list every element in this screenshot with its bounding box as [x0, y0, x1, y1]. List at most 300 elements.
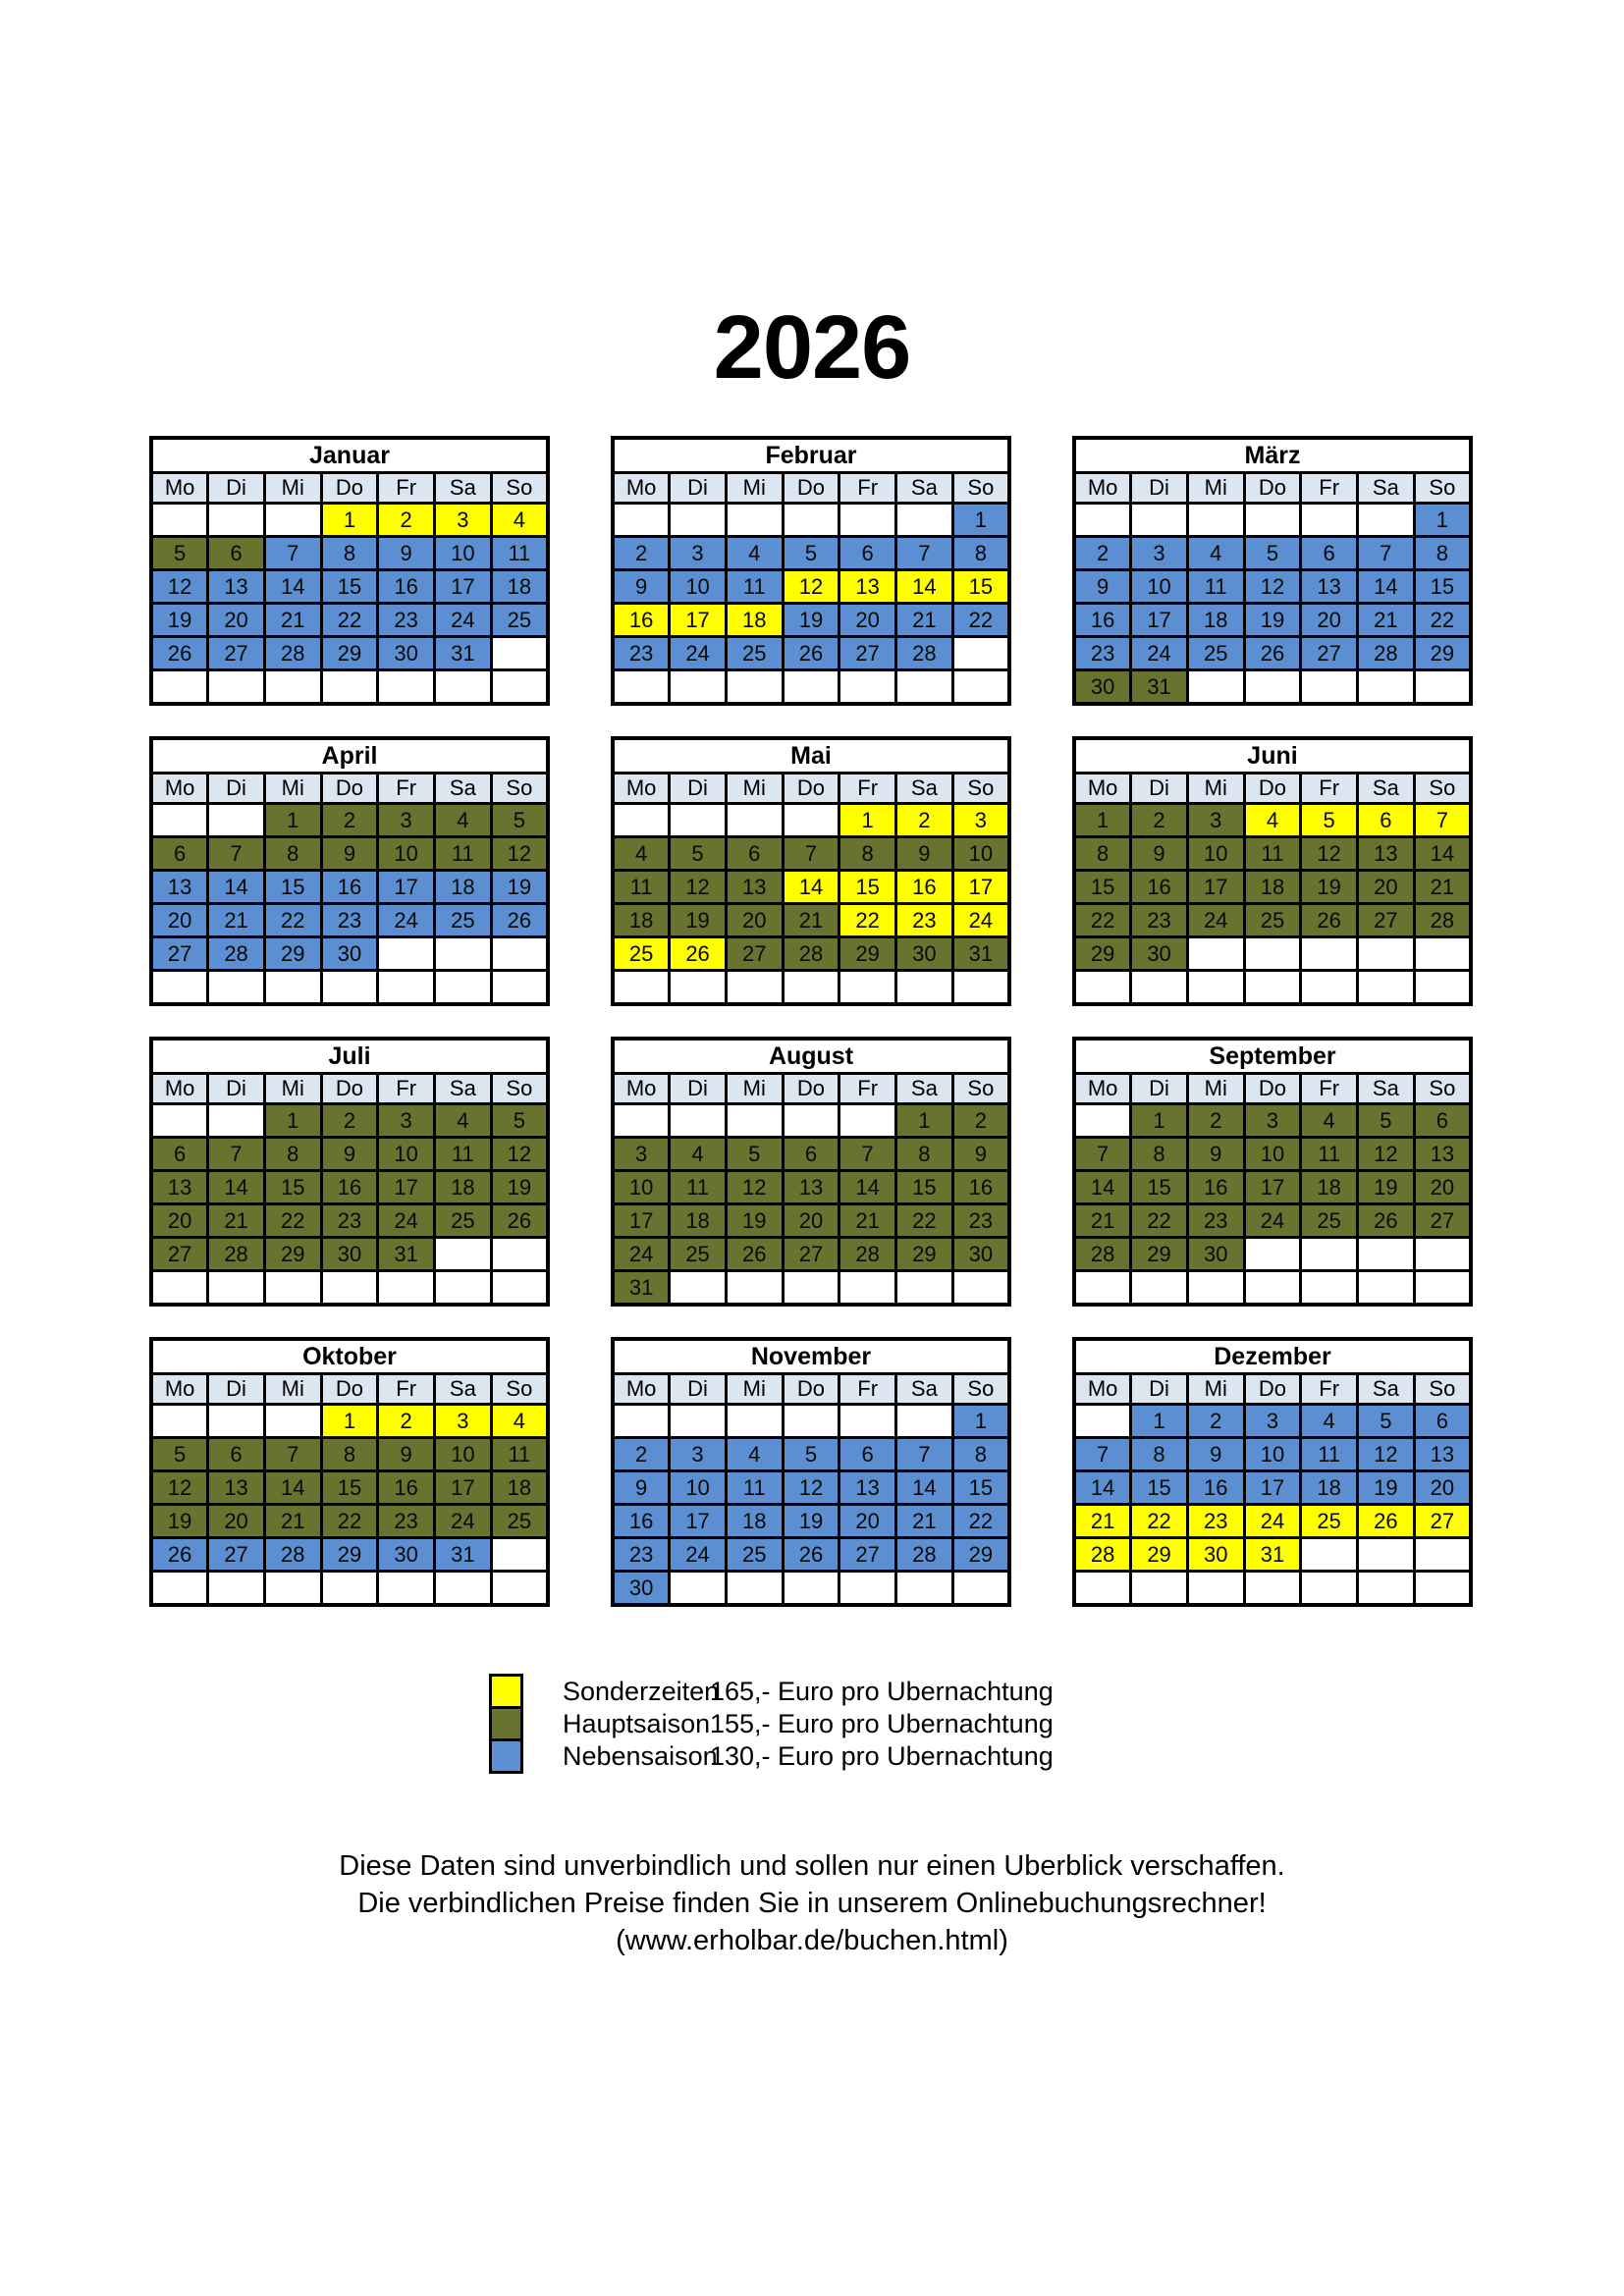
day-cell: 20 — [1358, 871, 1415, 904]
weekday-header: Do — [783, 774, 839, 804]
day-cell: 24 — [1187, 904, 1244, 937]
month-table-marz — [1072, 436, 1473, 706]
day-cell: 10 — [1187, 837, 1244, 871]
day-cell: 20 — [1301, 604, 1358, 637]
empty-cell — [435, 1572, 492, 1606]
day-cell: 28 — [896, 1538, 953, 1572]
empty-cell — [1414, 1538, 1471, 1572]
weekday-header: Fr — [378, 774, 435, 804]
empty-cell — [726, 971, 783, 1005]
day-cell: 16 — [896, 871, 953, 904]
empty-cell — [435, 1271, 492, 1306]
day-cell: 2 — [1074, 537, 1131, 570]
day-cell: 26 — [726, 1238, 783, 1271]
month-table-september — [1072, 1037, 1473, 1307]
empty-cell — [208, 504, 265, 537]
empty-cell — [1187, 1271, 1244, 1306]
day-cell: 26 — [1301, 904, 1358, 937]
day-cell: 16 — [321, 1171, 378, 1204]
day-cell: 22 — [1414, 604, 1471, 637]
legend-row-sonder — [489, 1674, 1054, 1709]
footer — [0, 1847, 1624, 1959]
day-cell: 31 — [952, 937, 1009, 971]
empty-cell — [783, 971, 839, 1005]
weekday-header: Do — [321, 1374, 378, 1405]
legend-swatch-sonder — [489, 1674, 523, 1709]
day-cell: 2 — [613, 1438, 670, 1471]
day-cell: 21 — [1358, 604, 1415, 637]
empty-cell — [208, 971, 265, 1005]
weekday-header: Fr — [378, 473, 435, 504]
day-cell: 7 — [1358, 537, 1415, 570]
empty-cell — [151, 804, 208, 837]
day-cell: 20 — [208, 604, 265, 637]
day-cell: 6 — [1414, 1405, 1471, 1438]
weekday-header: Sa — [1358, 774, 1415, 804]
empty-cell — [151, 1104, 208, 1138]
day-cell: 27 — [726, 937, 783, 971]
day-cell: 18 — [726, 604, 783, 637]
weekday-header: Sa — [1358, 1374, 1415, 1405]
day-cell: 10 — [1244, 1138, 1301, 1171]
empty-cell — [1301, 971, 1358, 1005]
day-cell: 9 — [321, 1138, 378, 1171]
empty-cell — [264, 504, 321, 537]
day-cell: 21 — [208, 1204, 265, 1238]
day-cell: 27 — [208, 637, 265, 670]
day-cell: 16 — [1131, 871, 1188, 904]
day-cell: 2 — [321, 1104, 378, 1138]
day-cell: 4 — [1187, 537, 1244, 570]
day-cell: 20 — [726, 904, 783, 937]
day-cell: 13 — [208, 1471, 265, 1505]
weekday-header: Mo — [613, 1074, 670, 1104]
day-cell: 1 — [952, 504, 1009, 537]
day-cell: 18 — [726, 1505, 783, 1538]
empty-cell — [1414, 1238, 1471, 1271]
day-cell: 31 — [1244, 1538, 1301, 1572]
empty-cell — [208, 670, 265, 705]
empty-cell — [1414, 1572, 1471, 1606]
empty-cell — [1244, 1572, 1301, 1606]
empty-cell — [491, 1538, 548, 1572]
empty-cell — [670, 504, 727, 537]
day-cell: 9 — [952, 1138, 1009, 1171]
month-table-februar — [611, 436, 1011, 706]
month-title: September — [1074, 1039, 1471, 1074]
empty-cell — [1358, 1572, 1415, 1606]
day-cell: 2 — [1187, 1104, 1244, 1138]
day-cell: 24 — [435, 604, 492, 637]
day-cell: 2 — [613, 537, 670, 570]
empty-cell — [783, 1271, 839, 1306]
weekday-header: Sa — [896, 774, 953, 804]
weekday-header: So — [491, 473, 548, 504]
day-cell: 30 — [1074, 670, 1131, 705]
day-cell: 13 — [151, 871, 208, 904]
day-cell: 28 — [1358, 637, 1415, 670]
day-cell: 4 — [613, 837, 670, 871]
empty-cell — [151, 1271, 208, 1306]
day-cell: 19 — [783, 604, 839, 637]
day-cell: 29 — [952, 1538, 1009, 1572]
empty-cell — [1358, 1538, 1415, 1572]
weekday-header: Di — [670, 473, 727, 504]
day-cell: 23 — [321, 1204, 378, 1238]
footer-line-1: Diese Daten sind unverbindlich und sollen nur einen Uberblick verschaffen. — [339, 1850, 1285, 1882]
day-cell: 24 — [952, 904, 1009, 937]
day-cell: 29 — [264, 937, 321, 971]
weekday-header: So — [491, 1074, 548, 1104]
day-cell: 11 — [491, 537, 548, 570]
day-cell: 30 — [1131, 937, 1188, 971]
day-cell: 24 — [378, 1204, 435, 1238]
day-cell: 14 — [1358, 570, 1415, 604]
day-cell: 11 — [491, 1438, 548, 1471]
month-title: November — [613, 1339, 1009, 1374]
day-cell: 28 — [783, 937, 839, 971]
empty-cell — [1414, 937, 1471, 971]
day-cell: 11 — [726, 570, 783, 604]
day-cell: 25 — [1244, 904, 1301, 937]
weekday-header: Sa — [1358, 473, 1415, 504]
day-cell: 1 — [1131, 1405, 1188, 1438]
day-cell: 30 — [378, 637, 435, 670]
day-cell: 5 — [1301, 804, 1358, 837]
empty-cell — [952, 637, 1009, 670]
day-cell: 5 — [783, 1438, 839, 1471]
day-cell: 12 — [783, 570, 839, 604]
legend-row-haupt — [489, 1706, 1054, 1741]
empty-cell — [670, 804, 727, 837]
day-cell: 12 — [151, 570, 208, 604]
day-cell: 26 — [151, 637, 208, 670]
month-title: Oktober — [151, 1339, 548, 1374]
day-cell: 12 — [670, 871, 727, 904]
day-cell: 17 — [435, 1471, 492, 1505]
empty-cell — [321, 1271, 378, 1306]
empty-cell — [670, 1405, 727, 1438]
day-cell: 30 — [952, 1238, 1009, 1271]
day-cell: 5 — [1244, 537, 1301, 570]
day-cell: 16 — [613, 1505, 670, 1538]
day-cell: 11 — [1244, 837, 1301, 871]
empty-cell — [1358, 1271, 1415, 1306]
day-cell: 13 — [839, 570, 896, 604]
day-cell: 30 — [613, 1572, 670, 1606]
day-cell: 8 — [321, 1438, 378, 1471]
day-cell: 7 — [1414, 804, 1471, 837]
empty-cell — [1187, 504, 1244, 537]
empty-cell — [726, 1271, 783, 1306]
day-cell: 4 — [435, 1104, 492, 1138]
weekday-header: Fr — [839, 774, 896, 804]
day-cell: 3 — [613, 1138, 670, 1171]
day-cell: 25 — [1301, 1204, 1358, 1238]
empty-cell — [378, 1271, 435, 1306]
empty-cell — [151, 504, 208, 537]
empty-cell — [783, 1104, 839, 1138]
day-cell: 27 — [1414, 1204, 1471, 1238]
empty-cell — [491, 1271, 548, 1306]
month-title: März — [1074, 438, 1471, 473]
day-cell: 3 — [670, 537, 727, 570]
weekday-header: Do — [321, 774, 378, 804]
day-cell: 7 — [208, 1138, 265, 1171]
empty-cell — [491, 971, 548, 1005]
day-cell: 9 — [1187, 1438, 1244, 1471]
day-cell: 17 — [378, 871, 435, 904]
day-cell: 22 — [896, 1204, 953, 1238]
day-cell: 12 — [1358, 1138, 1415, 1171]
empty-cell — [264, 971, 321, 1005]
day-cell: 19 — [491, 1171, 548, 1204]
day-cell: 1 — [896, 1104, 953, 1138]
empty-cell — [1414, 971, 1471, 1005]
day-cell: 16 — [321, 871, 378, 904]
day-cell: 14 — [783, 871, 839, 904]
empty-cell — [613, 1104, 670, 1138]
weekday-header: Di — [208, 473, 265, 504]
weekday-header: So — [952, 1074, 1009, 1104]
day-cell: 19 — [1358, 1171, 1415, 1204]
day-cell: 21 — [264, 1505, 321, 1538]
day-cell: 17 — [670, 1505, 727, 1538]
weekday-header: Mo — [151, 774, 208, 804]
day-cell: 29 — [1414, 637, 1471, 670]
month-title: Februar — [613, 438, 1009, 473]
empty-cell — [491, 1238, 548, 1271]
day-cell: 10 — [670, 570, 727, 604]
empty-cell — [896, 1405, 953, 1438]
empty-cell — [1414, 1271, 1471, 1306]
day-cell: 18 — [613, 904, 670, 937]
empty-cell — [378, 937, 435, 971]
day-cell: 27 — [151, 1238, 208, 1271]
weekday-header: Mo — [613, 1374, 670, 1405]
day-cell: 30 — [321, 937, 378, 971]
day-cell: 19 — [670, 904, 727, 937]
day-cell: 1 — [321, 504, 378, 537]
day-cell: 5 — [670, 837, 727, 871]
day-cell: 19 — [1358, 1471, 1415, 1505]
weekday-header: Do — [1244, 473, 1301, 504]
legend-price: 165,- Euro pro Ubernachtung — [710, 1676, 1054, 1706]
day-cell: 13 — [839, 1471, 896, 1505]
day-cell: 6 — [151, 1138, 208, 1171]
day-cell: 14 — [264, 570, 321, 604]
empty-cell — [1131, 1572, 1188, 1606]
day-cell: 28 — [1414, 904, 1471, 937]
empty-cell — [208, 1271, 265, 1306]
weekday-header: Fr — [1301, 1074, 1358, 1104]
empty-cell — [1301, 504, 1358, 537]
day-cell: 15 — [264, 1171, 321, 1204]
legend-swatch-haupt — [489, 1706, 523, 1741]
empty-cell — [1358, 937, 1415, 971]
empty-cell — [1244, 937, 1301, 971]
day-cell: 6 — [1414, 1104, 1471, 1138]
day-cell: 15 — [839, 871, 896, 904]
day-cell: 25 — [670, 1238, 727, 1271]
empty-cell — [264, 670, 321, 705]
day-cell: 1 — [321, 1405, 378, 1438]
day-cell: 22 — [264, 1204, 321, 1238]
day-cell: 7 — [264, 537, 321, 570]
empty-cell — [613, 670, 670, 705]
day-cell: 27 — [1301, 637, 1358, 670]
day-cell: 26 — [783, 637, 839, 670]
day-cell: 27 — [208, 1538, 265, 1572]
day-cell: 20 — [1414, 1171, 1471, 1204]
day-cell: 1 — [264, 804, 321, 837]
day-cell: 5 — [151, 537, 208, 570]
month-table-mai — [611, 736, 1011, 1006]
footer-line-2: Die verbindlichen Preise finden Sie in unserem Onlinebuchungsrechner! — [357, 1888, 1267, 1919]
empty-cell — [952, 971, 1009, 1005]
day-cell: 21 — [839, 1204, 896, 1238]
day-cell: 25 — [1301, 1505, 1358, 1538]
empty-cell — [896, 1572, 953, 1606]
empty-cell — [1131, 971, 1188, 1005]
day-cell: 23 — [896, 904, 953, 937]
day-cell: 5 — [1358, 1104, 1415, 1138]
empty-cell — [1244, 504, 1301, 537]
weekday-header: Di — [1131, 1374, 1188, 1405]
weekday-header: Sa — [896, 473, 953, 504]
day-cell: 18 — [491, 570, 548, 604]
day-cell: 19 — [726, 1204, 783, 1238]
month-title: August — [613, 1039, 1009, 1074]
day-cell: 9 — [378, 537, 435, 570]
empty-cell — [783, 504, 839, 537]
day-cell: 16 — [1187, 1471, 1244, 1505]
day-cell: 30 — [1187, 1538, 1244, 1572]
month-table-april — [149, 736, 550, 1006]
day-cell: 28 — [264, 637, 321, 670]
empty-cell — [378, 1572, 435, 1606]
day-cell: 27 — [783, 1238, 839, 1271]
day-cell: 11 — [670, 1171, 727, 1204]
empty-cell — [896, 971, 953, 1005]
empty-cell — [613, 804, 670, 837]
day-cell: 22 — [1131, 1204, 1188, 1238]
day-cell: 5 — [491, 804, 548, 837]
day-cell: 28 — [264, 1538, 321, 1572]
month-table-november — [611, 1337, 1011, 1607]
day-cell: 8 — [952, 1438, 1009, 1471]
day-cell: 28 — [839, 1238, 896, 1271]
day-cell: 2 — [378, 504, 435, 537]
day-cell: 17 — [1244, 1471, 1301, 1505]
day-cell: 28 — [208, 1238, 265, 1271]
day-cell: 18 — [1244, 871, 1301, 904]
day-cell: 24 — [613, 1238, 670, 1271]
day-cell: 18 — [491, 1471, 548, 1505]
empty-cell — [491, 937, 548, 971]
weekday-header: So — [1414, 473, 1471, 504]
day-cell: 13 — [783, 1171, 839, 1204]
day-cell: 6 — [783, 1138, 839, 1171]
weekday-header: Do — [1244, 1374, 1301, 1405]
day-cell: 15 — [264, 871, 321, 904]
day-cell: 5 — [1358, 1405, 1415, 1438]
weekday-header: Di — [208, 1374, 265, 1405]
day-cell: 17 — [1244, 1171, 1301, 1204]
month-title: April — [151, 738, 548, 774]
day-cell: 24 — [1244, 1505, 1301, 1538]
weekday-header: Mi — [726, 473, 783, 504]
day-cell: 12 — [1301, 837, 1358, 871]
day-cell: 16 — [378, 1471, 435, 1505]
day-cell: 12 — [1244, 570, 1301, 604]
day-cell: 28 — [1074, 1538, 1131, 1572]
year-title: 2026 — [713, 297, 911, 398]
empty-cell — [1074, 1271, 1131, 1306]
day-cell: 8 — [1414, 537, 1471, 570]
empty-cell — [435, 670, 492, 705]
day-cell: 8 — [321, 537, 378, 570]
day-cell: 3 — [1131, 537, 1188, 570]
month-table-dezember — [1072, 1337, 1473, 1607]
weekday-header: Di — [1131, 774, 1188, 804]
day-cell: 4 — [726, 537, 783, 570]
empty-cell — [670, 670, 727, 705]
day-cell: 29 — [264, 1238, 321, 1271]
day-cell: 26 — [1358, 1204, 1415, 1238]
day-cell: 24 — [1131, 637, 1188, 670]
weekday-header: Di — [670, 1074, 727, 1104]
day-cell: 13 — [726, 871, 783, 904]
weekday-header: So — [491, 1374, 548, 1405]
empty-cell — [491, 670, 548, 705]
day-cell: 14 — [208, 871, 265, 904]
day-cell: 6 — [208, 1438, 265, 1471]
day-cell: 6 — [1301, 537, 1358, 570]
day-cell: 15 — [321, 1471, 378, 1505]
legend-label: Sonderzeiten — [563, 1676, 720, 1706]
day-cell: 11 — [1187, 570, 1244, 604]
day-cell: 21 — [1414, 871, 1471, 904]
day-cell: 8 — [264, 1138, 321, 1171]
day-cell: 17 — [378, 1171, 435, 1204]
day-cell: 21 — [208, 904, 265, 937]
day-cell: 13 — [1414, 1438, 1471, 1471]
day-cell: 30 — [1187, 1238, 1244, 1271]
day-cell: 31 — [435, 637, 492, 670]
empty-cell — [952, 670, 1009, 705]
empty-cell — [839, 670, 896, 705]
weekday-header: Mo — [1074, 1374, 1131, 1405]
day-cell: 3 — [1244, 1104, 1301, 1138]
day-cell: 17 — [952, 871, 1009, 904]
weekday-header: Do — [321, 473, 378, 504]
day-cell: 22 — [264, 904, 321, 937]
empty-cell — [264, 1572, 321, 1606]
empty-cell — [726, 1572, 783, 1606]
empty-cell — [726, 670, 783, 705]
month-table-juli — [149, 1037, 550, 1307]
day-cell: 15 — [1131, 1171, 1188, 1204]
day-cell: 13 — [208, 570, 265, 604]
weekday-header: Mi — [726, 1074, 783, 1104]
weekday-header: Di — [208, 1074, 265, 1104]
empty-cell — [613, 1405, 670, 1438]
empty-cell — [1301, 1538, 1358, 1572]
day-cell: 27 — [1358, 904, 1415, 937]
weekday-header: So — [952, 473, 1009, 504]
day-cell: 2 — [952, 1104, 1009, 1138]
